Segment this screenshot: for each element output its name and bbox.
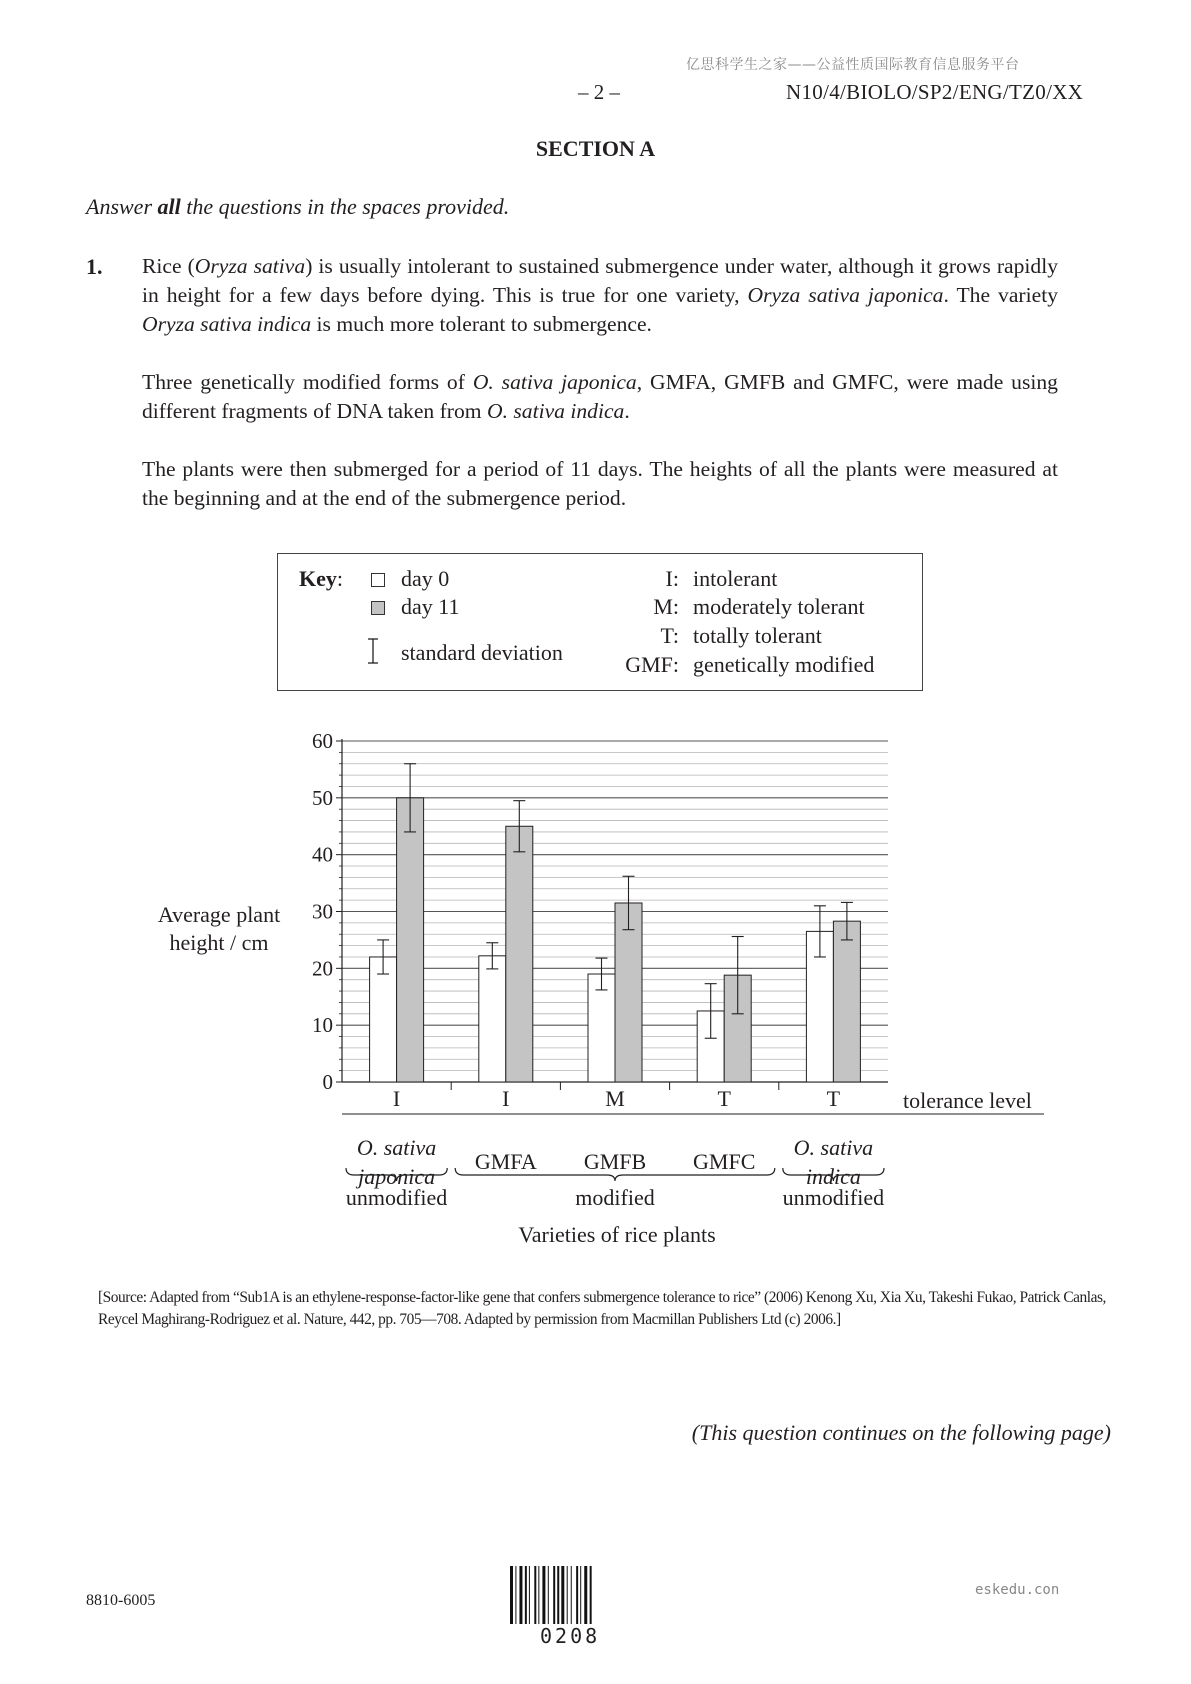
bar-day0 [370, 957, 397, 1082]
bar-day11 [506, 826, 533, 1082]
barcode-bar [515, 1566, 516, 1624]
category-label: O. sativa [356, 1135, 437, 1160]
y-tick-label: 20 [312, 956, 333, 981]
barcode-bar [519, 1566, 522, 1624]
category-label: GMFB [583, 1149, 647, 1174]
x-axis-label: Varieties of rice plants [518, 1222, 716, 1247]
barcode-bar [529, 1566, 530, 1624]
barcode-bar [567, 1566, 568, 1624]
section-title: SECTION A [535, 136, 656, 161]
category-label: japonica [358, 1164, 436, 1189]
question-number: 1. [86, 254, 103, 279]
footer-site: eskedu.con [975, 1582, 1060, 1598]
tolerance-label: T [826, 1086, 841, 1111]
source-citation: [Source: Adapted from “Sub1A is an ethylene-response-factor-like gene that confers submergence tolerance to rice” (2006) Kenong Xu, Xia Xu, Takeshi Fukao, Patrick Canlas, Reycel Maghirang-Rodriguez et al. Nature, 442, pp. 705—708. Adapted by permission from Macmillan Publishers Ltd (c) 2006.] [98, 1289, 1106, 1328]
barcode-bar [525, 1566, 527, 1624]
barcode-bar [561, 1566, 564, 1624]
y-tick-label: 50 [312, 785, 333, 810]
key-def-text: totally tolerant [693, 623, 822, 648]
y-axis-label: height / cm [169, 930, 269, 955]
barcode-bar [590, 1566, 592, 1624]
barcode-bar [542, 1566, 545, 1624]
paper-code: N10/4/BIOLO/SP2/ENG/TZ0/XX [786, 80, 1084, 104]
question-paragraph-3: The plants were then submerged for a period of 11 days. The heights of all the plants were measured at the beginning and at the end of the submergence period. [142, 457, 1058, 510]
p1-text: . The variety [943, 283, 1058, 307]
group-label: unmodified [345, 1185, 448, 1210]
barcode-bar [538, 1566, 539, 1624]
instruction-emphasis: all [157, 194, 181, 219]
category-label: O. sativa [793, 1135, 874, 1160]
tolerance-label: I [502, 1086, 510, 1111]
barcode-bar [548, 1566, 549, 1624]
p1-variety: Oryza sativa japonica [747, 283, 944, 307]
key-def-code: I: [665, 566, 679, 591]
bar-day0 [479, 956, 506, 1082]
instruction-after: the questions in the spaces provided. [180, 194, 510, 219]
key-sd-label: standard deviation [401, 640, 563, 665]
page-number: – 2 – [578, 80, 620, 104]
p2-text: Three genetically modified forms of [142, 370, 473, 394]
p1-text: is much more tolerant to submergence. [311, 312, 652, 336]
barcode-bar [580, 1566, 581, 1624]
bar-day11 [397, 798, 424, 1082]
barcode-number: 0208 [540, 1624, 601, 1648]
key-title-text: Key [299, 566, 337, 591]
key-day11-label: day 11 [401, 594, 460, 619]
tolerance-label: T [717, 1086, 731, 1111]
tolerance-label: M [605, 1086, 625, 1111]
key-def-text: intolerant [693, 566, 778, 591]
p2-text: . [624, 399, 630, 423]
y-tick-label: 0 [322, 1070, 333, 1094]
p2-variety: O. sativa japonica [472, 370, 637, 394]
key-title: Key: [299, 566, 344, 591]
p2-text: , GMFA, GMFB and GMFC, were made using different fragments of DNA taken from [142, 370, 1058, 423]
p1-text: Rice ( [142, 254, 195, 278]
key-def-text: genetically modified [693, 652, 875, 677]
key-day0-label: day 0 [401, 566, 450, 591]
barcode-bar [571, 1566, 572, 1624]
p1-text: ) is usually intolerant to sustained submergence under water, although it grows rapidly in height for a few days before dying. This is true for one variety, [142, 254, 1059, 307]
tolerance-label: I [392, 1086, 401, 1111]
key-def-code: GMF: [625, 652, 679, 677]
key-def-code: M: [653, 594, 679, 619]
instruction-before: Answer [86, 194, 158, 219]
category-label: indica [805, 1164, 861, 1189]
barcode-bar [584, 1566, 587, 1624]
barcode-bar [553, 1566, 555, 1624]
y-tick-label: 30 [312, 899, 333, 924]
key-def-code: T: [660, 623, 679, 648]
continuation-note: (This question continues on the following page) [691, 1420, 1111, 1445]
barcode [510, 1566, 644, 1626]
y-tick-label: 40 [312, 842, 333, 867]
barcode-bar [534, 1566, 536, 1624]
category-label: GMFA [474, 1149, 537, 1174]
bar-day11 [833, 921, 860, 1082]
category-label: GMFC [693, 1149, 756, 1174]
barcode-bar [576, 1566, 578, 1624]
group-label: modified [575, 1185, 655, 1210]
y-axis-label: Average plant [157, 902, 281, 927]
y-tick-label: 10 [312, 1013, 333, 1038]
barcode-bar [510, 1566, 513, 1624]
p1-species: Oryza sativa [194, 254, 306, 278]
watermark: 亿思科学生之家——公益性质国际教育信息服务平台 [686, 57, 1020, 73]
tolerance-level-label: tolerance level [903, 1088, 1032, 1113]
footer-code: 8810-6005 [86, 1592, 156, 1609]
y-tick-label: 60 [312, 729, 333, 753]
key-def-text: moderately tolerant [693, 594, 865, 619]
group-label: unmodified [782, 1185, 885, 1210]
p1-variety: Oryza sativa indica [142, 312, 312, 336]
barcode-bar [557, 1566, 559, 1624]
p2-variety: O. sativa indica [487, 399, 625, 423]
